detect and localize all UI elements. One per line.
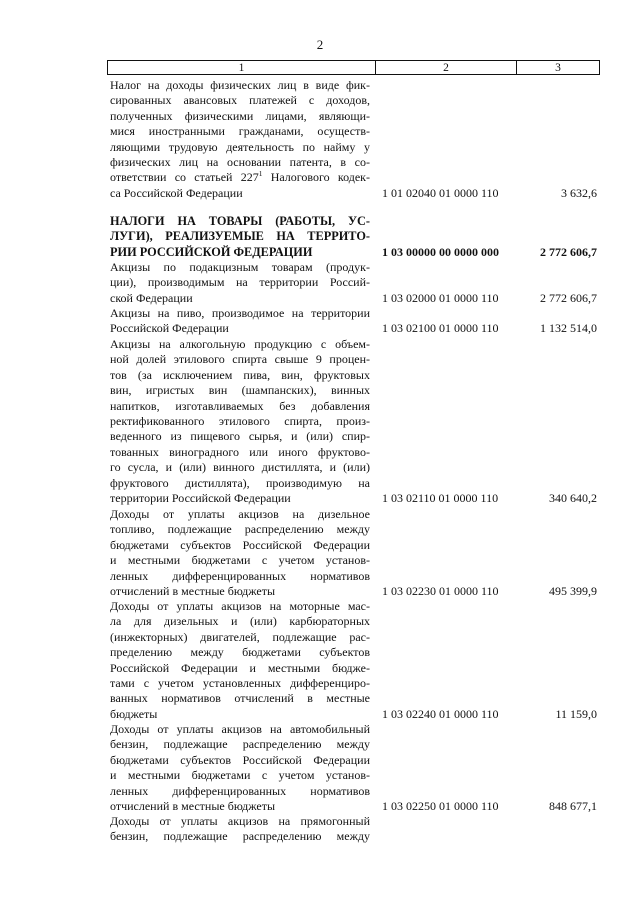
row-name-line: Российской Федерации [110, 321, 229, 336]
row-name-line: го сусла, и (или) винного дистиллята, и (или) [110, 460, 370, 475]
row-name-line: Акцизы на пиво, производимое на территории [110, 306, 370, 320]
row-name-line: фруктового дистиллята), производимую на [110, 475, 370, 490]
row-code: 1 03 02240 01 0000 110 [382, 706, 499, 721]
row-name-line: Доходы от уплаты акцизов на моторные мас- [110, 599, 370, 613]
row-name-line: физических лиц на основании патента, в со- [110, 155, 370, 170]
row-name-text: Налогового кодек- [262, 170, 370, 185]
row-name-line: ленных дифференцированных нормативов [110, 783, 370, 798]
row-code: 1 03 02250 01 0000 110 [382, 799, 499, 813]
row-name-line: са Российской Федерации [110, 185, 243, 200]
row-name-line: ляющими трудовую деятельность по найму у [110, 139, 370, 154]
row-name-line: ЛУГИ), РЕАЛИЗУЕМЫЕ НА ТЕРРИТО- [110, 229, 370, 244]
row-name [110, 306, 370, 337]
row-name-line: бюджеты [110, 706, 158, 721]
row-name-line: бензин, подлежащие распределению между [110, 829, 370, 844]
row-name [110, 599, 370, 722]
row-name [110, 260, 370, 306]
row-amount: 340 640,2 [549, 491, 597, 505]
row-amount: 2 772 606,7 [540, 290, 597, 305]
footnote-superscript: 1 [258, 169, 263, 179]
row-name-line: Акцизы по подакцизным товарам (продук- [110, 260, 370, 274]
column-header-2: 2 [376, 61, 517, 74]
row-name [110, 814, 370, 845]
column-header-3: 3 [555, 61, 561, 74]
row-name-line: бензин, подлежащие распределению между [110, 737, 370, 752]
row-name [110, 722, 370, 814]
row-name-line: сированных авансовых платежей с доходов, [110, 93, 370, 108]
row-name-line: отчислений в местные бюджеты [110, 799, 276, 814]
row-name-line: и местными бюджетами с учетом установ- [110, 553, 370, 568]
table-header-row [107, 60, 600, 75]
row-name-line: тов (за исключением пива, вин, фруктовых [110, 367, 370, 382]
row-name-line: ректификованного этилового спирта, произ- [110, 414, 370, 429]
row-name-line: территории Российской Федерации [110, 491, 291, 506]
row-name-line: ской Федерации [110, 290, 193, 305]
row-amount: 848 677,1 [549, 799, 597, 813]
row-name-line: Доходы от уплаты акцизов на прямогонный [110, 814, 370, 828]
column-header-1: 1 [108, 61, 376, 74]
row-name-line: вин, игристых вин (шампанских), винных [110, 383, 370, 398]
row-name-line: тованных виноградного или иного фруктово- [110, 444, 370, 459]
row-amount: 495 399,9 [549, 584, 597, 598]
row-name-line: мися иностранными гражданами, осуществ- [110, 124, 370, 139]
row-code: 1 01 02040 01 0000 110 [382, 185, 499, 200]
row-name [110, 507, 370, 599]
row-code: 1 03 00000 00 0000 000 [382, 244, 499, 259]
row-name-line: и местными бюджетами с учетом установ- [110, 768, 370, 783]
row-name-line: полученных физическими лицами, являющи- [110, 108, 370, 123]
row-name-line: РИИ РОССИЙСКОЙ ФЕДЕРАЦИИ [110, 244, 313, 259]
row-name-line: (инжекторных) двигателей, подлежащие рас- [110, 629, 370, 644]
row-name-line: НАЛОГИ НА ТОВАРЫ (РАБОТЫ, УС- [110, 214, 370, 228]
row-amount: 3 632,6 [561, 185, 597, 200]
row-name-line: тами с учетом установленных дифференциро- [110, 676, 370, 691]
row-code: 1 03 02230 01 0000 110 [382, 584, 499, 598]
row-code: 1 03 02100 01 0000 110 [382, 321, 499, 336]
row-name-line: ной долей этилового спирта свыше 9 процен- [110, 352, 370, 367]
row-name-line: Акцизы на алкогольную продукцию с объем- [110, 337, 370, 351]
row-amount: 1 132 514,0 [540, 321, 597, 336]
row-name-line: ванных нормативов отчислений в местные [110, 691, 370, 706]
row-name-line: топливо, подлежащие распределению между [110, 522, 370, 537]
row-name-line: пределению между бюджетами субъектов [110, 645, 370, 660]
row-name-line: напитков, изготавливаемых без добавления [110, 398, 370, 413]
row-name-line: бюджетами субъектов Российской Федерации [110, 537, 370, 552]
row-amount: 11 159,0 [555, 706, 597, 721]
row-name-line: ла для дизельных и (или) карбюраторных [110, 614, 370, 629]
row-name-line-with-footnote [110, 170, 370, 185]
row-name-line: веденного из пищевого сырья, и (или) спир- [110, 429, 370, 444]
row-name-line: ции), производимым на территории Россий- [110, 275, 370, 290]
row-name-text: ответствии со статьей 227 [110, 170, 259, 185]
page-number: 2 [316, 37, 324, 52]
row-name-line: Доходы от уплаты акцизов на автомобильный [110, 722, 370, 736]
row-code: 1 03 02110 01 0000 110 [382, 491, 499, 505]
section-heading [110, 214, 370, 260]
row-name [110, 337, 370, 506]
row-name-line: Российской Федерации и местными бюдже- [110, 660, 370, 675]
row-name [110, 78, 370, 201]
row-name-line: бюджетами субъектов Российской Федерации [110, 752, 370, 767]
row-name-line: отчислений в местные бюджеты [110, 584, 276, 599]
row-amount: 2 772 606,7 [540, 244, 597, 259]
row-code: 1 03 02000 01 0000 110 [382, 290, 499, 305]
row-name-line: Доходы от уплаты акцизов на дизельное [110, 507, 370, 521]
row-name-line: ленных дифференцированных нормативов [110, 568, 370, 583]
row-name-line: Налог на доходы физических лиц в виде фик- [110, 78, 370, 92]
